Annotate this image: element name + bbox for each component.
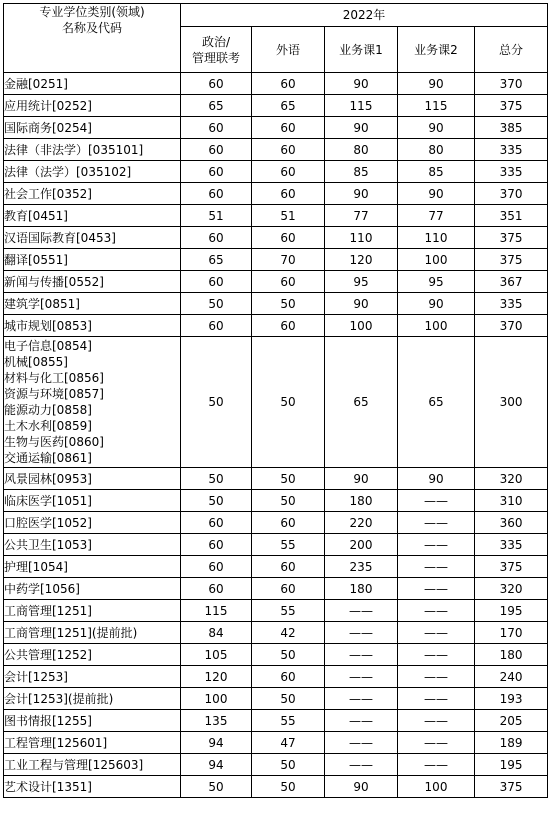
cell-politics: 50 — [181, 293, 252, 315]
row-name: 建筑学[0851] — [4, 293, 181, 315]
cell-foreign: 47 — [252, 732, 325, 754]
cell-course1: 90 — [325, 183, 398, 205]
table-row — [4, 578, 548, 600]
row-name: 会计[1253](提前批) — [4, 688, 181, 710]
table-row — [4, 161, 548, 183]
cell-course2: —— — [398, 534, 475, 556]
cell-total: 367 — [475, 271, 548, 293]
corner-line2: 名称及代码 — [61, 21, 122, 35]
cell-total: 195 — [475, 600, 548, 622]
row-name-engineering — [4, 337, 181, 468]
cell-politics: 60 — [181, 578, 252, 600]
cell-politics: 60 — [181, 73, 252, 95]
engineering-name-line: 电子信息[0854] — [4, 339, 92, 353]
cell-total: 360 — [475, 512, 548, 534]
cell-course1: 110 — [325, 227, 398, 249]
cell-total: 335 — [475, 161, 548, 183]
row-name: 风景园林[0953] — [4, 468, 181, 490]
cell-course2: 90 — [398, 293, 475, 315]
table-row — [4, 315, 548, 337]
cell-total: 335 — [475, 534, 548, 556]
table-row — [4, 512, 548, 534]
cell-course1: 90 — [325, 117, 398, 139]
header-row-year — [4, 4, 548, 27]
table-row — [4, 732, 548, 754]
row-name: 临床医学[1051] — [4, 490, 181, 512]
cell-course2: 115 — [398, 95, 475, 117]
cell-politics: 51 — [181, 205, 252, 227]
table-row — [4, 468, 548, 490]
cell-total: 310 — [475, 490, 548, 512]
cell-course1: 95 — [325, 271, 398, 293]
table-row — [4, 600, 548, 622]
cell-politics: 60 — [181, 534, 252, 556]
cell-course1: —— — [325, 644, 398, 666]
cell-politics: 50 — [181, 490, 252, 512]
cell-course2: 90 — [398, 73, 475, 95]
cell-course2: 95 — [398, 271, 475, 293]
cell-total: 189 — [475, 732, 548, 754]
cell-course1: 90 — [325, 293, 398, 315]
cell-course1: —— — [325, 600, 398, 622]
row-name: 公共卫生[1053] — [4, 534, 181, 556]
header-foreign-language: 外语 — [252, 27, 325, 73]
header-course1: 业务课1 — [325, 27, 398, 73]
cell-total: 193 — [475, 688, 548, 710]
cell-foreign: 65 — [252, 95, 325, 117]
cell-course1: 90 — [325, 776, 398, 798]
cell-politics: 105 — [181, 644, 252, 666]
cell-politics: 50 — [181, 337, 252, 468]
cell-foreign: 60 — [252, 512, 325, 534]
cell-course1: —— — [325, 754, 398, 776]
table-row — [4, 139, 548, 161]
cell-course2: —— — [398, 754, 475, 776]
header-total: 总分 — [475, 27, 548, 73]
cell-foreign: 50 — [252, 644, 325, 666]
cell-course2: —— — [398, 600, 475, 622]
row-name: 国际商务[0254] — [4, 117, 181, 139]
cell-foreign: 50 — [252, 688, 325, 710]
table-row — [4, 73, 548, 95]
cell-course2: 100 — [398, 776, 475, 798]
cell-foreign: 60 — [252, 578, 325, 600]
row-name: 社会工作[0352] — [4, 183, 181, 205]
cell-course1: 180 — [325, 578, 398, 600]
table-row — [4, 490, 548, 512]
cell-total: 370 — [475, 315, 548, 337]
cell-politics: 60 — [181, 315, 252, 337]
cell-total: 375 — [475, 95, 548, 117]
cell-course1: 200 — [325, 534, 398, 556]
cell-politics: 60 — [181, 139, 252, 161]
row-name: 汉语国际教育[0453] — [4, 227, 181, 249]
cell-course2: 100 — [398, 315, 475, 337]
cell-total: 385 — [475, 117, 548, 139]
cell-foreign: 50 — [252, 337, 325, 468]
table-row-engineering — [4, 337, 548, 468]
cell-foreign: 70 — [252, 249, 325, 271]
table-row — [4, 205, 548, 227]
engineering-name-line: 交通运输[0861] — [4, 451, 92, 465]
corner-header — [4, 4, 181, 73]
table-row — [4, 249, 548, 271]
cell-course2: 85 — [398, 161, 475, 183]
row-name: 法律（法学）[035102] — [4, 161, 181, 183]
cell-course1: —— — [325, 622, 398, 644]
cell-total: 180 — [475, 644, 548, 666]
cell-foreign: 60 — [252, 666, 325, 688]
row-name: 新闻与传播[0552] — [4, 271, 181, 293]
header-politics-line2: 管理联考 — [191, 50, 240, 65]
cell-foreign: 60 — [252, 139, 325, 161]
year-header: 2022年 — [181, 4, 548, 27]
row-name: 工业工程与管理[125603] — [4, 754, 181, 776]
engineering-name-line: 能源动力[0858] — [4, 403, 92, 417]
row-name: 金融[0251] — [4, 73, 181, 95]
cell-course2: 90 — [398, 183, 475, 205]
engineering-name-line: 资源与环境[0857] — [4, 387, 104, 401]
cell-course2: —— — [398, 688, 475, 710]
table-row — [4, 293, 548, 315]
cell-course2: —— — [398, 578, 475, 600]
cell-foreign: 60 — [252, 227, 325, 249]
cell-course1: 77 — [325, 205, 398, 227]
cell-total: 375 — [475, 249, 548, 271]
cell-course2: —— — [398, 490, 475, 512]
table-body-top — [4, 73, 548, 337]
cell-foreign: 55 — [252, 600, 325, 622]
cell-total: 320 — [475, 468, 548, 490]
row-name: 护理[1054] — [4, 556, 181, 578]
cell-foreign: 55 — [252, 534, 325, 556]
cell-course2: 80 — [398, 139, 475, 161]
cell-total: 195 — [475, 754, 548, 776]
cell-course1: 85 — [325, 161, 398, 183]
cell-foreign: 51 — [252, 205, 325, 227]
cell-course2: —— — [398, 732, 475, 754]
cell-politics: 50 — [181, 776, 252, 798]
cell-course2: 65 — [398, 337, 475, 468]
cell-total: 320 — [475, 578, 548, 600]
cell-total: 205 — [475, 710, 548, 732]
row-name: 公共管理[1252] — [4, 644, 181, 666]
cell-politics: 94 — [181, 754, 252, 776]
cell-course2: —— — [398, 710, 475, 732]
cell-course1: 235 — [325, 556, 398, 578]
table-row — [4, 556, 548, 578]
cell-foreign: 60 — [252, 315, 325, 337]
cell-course1: 115 — [325, 95, 398, 117]
cell-course1: —— — [325, 666, 398, 688]
cell-foreign: 60 — [252, 161, 325, 183]
cell-total: 335 — [475, 293, 548, 315]
cell-politics: 65 — [181, 95, 252, 117]
table-row — [4, 117, 548, 139]
cell-foreign: 50 — [252, 468, 325, 490]
cell-course1: 220 — [325, 512, 398, 534]
row-name: 翻译[0551] — [4, 249, 181, 271]
table-row — [4, 754, 548, 776]
cell-politics: 60 — [181, 161, 252, 183]
cell-foreign: 60 — [252, 271, 325, 293]
cell-politics: 100 — [181, 688, 252, 710]
cell-course1: —— — [325, 688, 398, 710]
cell-total: 375 — [475, 556, 548, 578]
cell-course1: 80 — [325, 139, 398, 161]
cell-politics: 60 — [181, 183, 252, 205]
cell-total: 351 — [475, 205, 548, 227]
score-table — [3, 3, 548, 798]
cell-politics: 60 — [181, 227, 252, 249]
cell-total: 300 — [475, 337, 548, 468]
cell-total: 335 — [475, 139, 548, 161]
cell-foreign: 50 — [252, 293, 325, 315]
table-row — [4, 776, 548, 798]
cell-course1: 180 — [325, 490, 398, 512]
row-name: 口腔医学[1052] — [4, 512, 181, 534]
cell-total: 370 — [475, 73, 548, 95]
cell-politics: 50 — [181, 468, 252, 490]
cell-course2: 77 — [398, 205, 475, 227]
cell-politics: 120 — [181, 666, 252, 688]
cell-foreign: 60 — [252, 117, 325, 139]
cell-foreign: 50 — [252, 754, 325, 776]
cell-course1: 100 — [325, 315, 398, 337]
table-row — [4, 710, 548, 732]
row-name: 工程管理[125601] — [4, 732, 181, 754]
header-politics — [181, 27, 252, 73]
row-name: 图书情报[1255] — [4, 710, 181, 732]
cell-course2: 90 — [398, 117, 475, 139]
cell-course2: 100 — [398, 249, 475, 271]
row-name: 艺术设计[1351] — [4, 776, 181, 798]
row-name: 法律（非法学）[035101] — [4, 139, 181, 161]
header-politics-line1: 政治/ — [201, 34, 231, 49]
cell-course2: —— — [398, 666, 475, 688]
cell-politics: 60 — [181, 556, 252, 578]
table-row — [4, 95, 548, 117]
cell-foreign: 50 — [252, 776, 325, 798]
cell-course2: 110 — [398, 227, 475, 249]
engineering-name-line: 土木水利[0859] — [4, 419, 92, 433]
cell-total: 375 — [475, 227, 548, 249]
cell-foreign: 50 — [252, 490, 325, 512]
cell-politics: 94 — [181, 732, 252, 754]
engineering-name-line: 生物与医药[0860] — [4, 435, 104, 449]
cell-course2: —— — [398, 512, 475, 534]
table-row — [4, 644, 548, 666]
row-name: 会计[1253] — [4, 666, 181, 688]
cell-total: 370 — [475, 183, 548, 205]
table-row — [4, 622, 548, 644]
corner-line1: 专业学位类别(领域) — [39, 5, 145, 19]
cell-total: 240 — [475, 666, 548, 688]
table-row — [4, 666, 548, 688]
cell-total: 170 — [475, 622, 548, 644]
row-name: 中药学[1056] — [4, 578, 181, 600]
row-name: 城市规划[0853] — [4, 315, 181, 337]
cell-politics: 115 — [181, 600, 252, 622]
cell-course1: —— — [325, 732, 398, 754]
cell-foreign: 60 — [252, 556, 325, 578]
cell-politics: 60 — [181, 512, 252, 534]
cell-course1: 120 — [325, 249, 398, 271]
cell-foreign: 60 — [252, 183, 325, 205]
cell-foreign: 42 — [252, 622, 325, 644]
cell-course2: 90 — [398, 468, 475, 490]
row-name: 工商管理[1251](提前批) — [4, 622, 181, 644]
cell-course1: 65 — [325, 337, 398, 468]
cell-course1: —— — [325, 710, 398, 732]
row-name: 应用统计[0252] — [4, 95, 181, 117]
table-body-bottom — [4, 468, 548, 798]
cell-course1: 90 — [325, 468, 398, 490]
table-row — [4, 271, 548, 293]
header-course2: 业务课2 — [398, 27, 475, 73]
cell-foreign: 55 — [252, 710, 325, 732]
cell-politics: 60 — [181, 117, 252, 139]
engineering-name-line: 机械[0855] — [4, 355, 68, 369]
row-name: 工商管理[1251] — [4, 600, 181, 622]
cell-foreign: 60 — [252, 73, 325, 95]
cell-politics: 65 — [181, 249, 252, 271]
cell-politics: 135 — [181, 710, 252, 732]
table-row — [4, 688, 548, 710]
cell-course2: —— — [398, 622, 475, 644]
cell-course1: 90 — [325, 73, 398, 95]
cell-course2: —— — [398, 644, 475, 666]
engineering-name-line: 材料与化工[0856] — [4, 371, 104, 385]
table-body-engineering — [4, 337, 548, 468]
table-row — [4, 183, 548, 205]
cell-politics: 84 — [181, 622, 252, 644]
row-name: 教育[0451] — [4, 205, 181, 227]
engineering-names — [4, 338, 180, 466]
cell-politics: 60 — [181, 271, 252, 293]
cell-course2: —— — [398, 556, 475, 578]
table-row — [4, 534, 548, 556]
cell-total: 375 — [475, 776, 548, 798]
table-row — [4, 227, 548, 249]
